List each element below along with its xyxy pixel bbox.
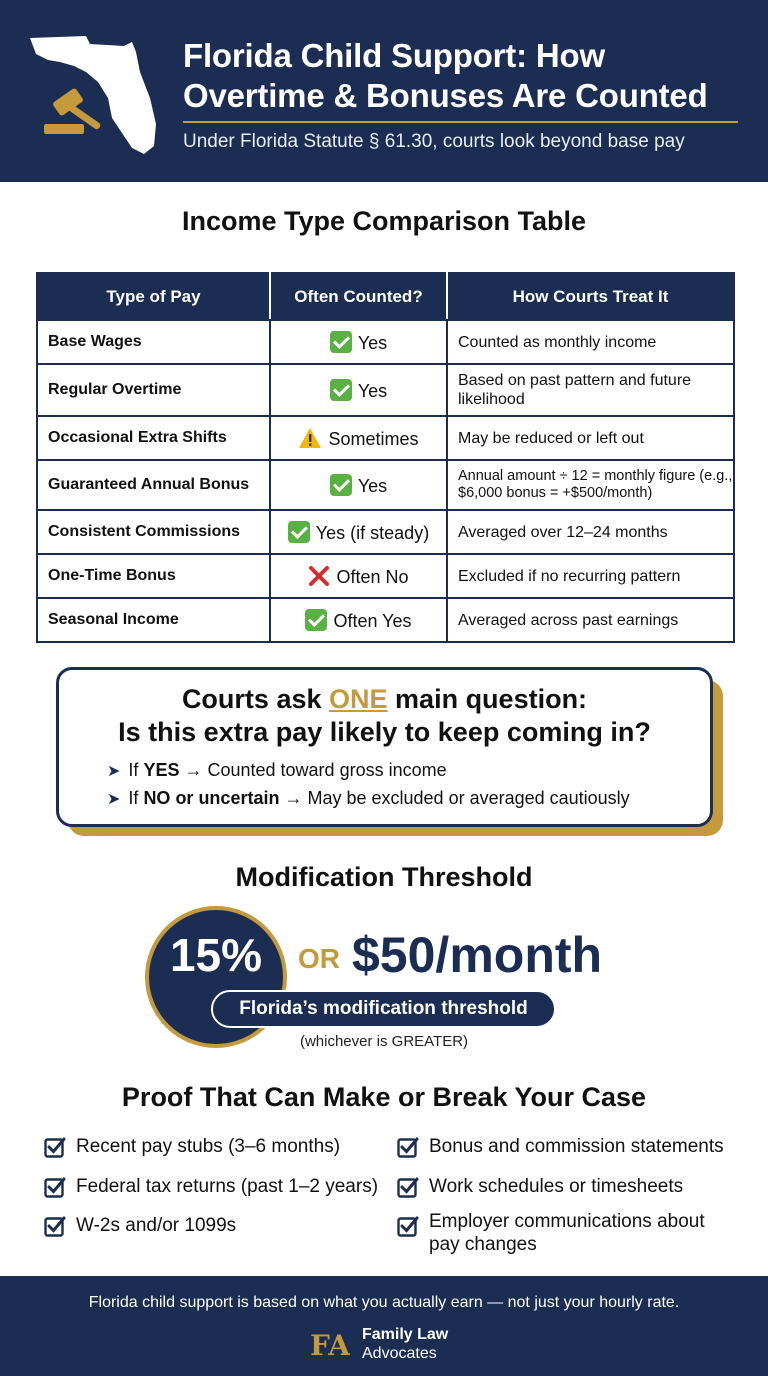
treatment-cell: Annual amount ÷ 12 = monthly figure (e.g., $6,000 bonus = +$500/month) (447, 460, 734, 510)
treatment-cell: May be reduced or left out (447, 416, 734, 460)
checklist-text: W-2s and/or 1099s (76, 1215, 237, 1236)
checkbox-icon (44, 1136, 66, 1158)
counted-label: Yes (if steady) (315, 522, 430, 543)
header-banner (0, 0, 768, 182)
if-yes-key: YES (143, 760, 180, 780)
pay-type-cell: Consistent Commissions (37, 510, 270, 554)
title-divider (183, 121, 738, 123)
table-header-row (37, 273, 734, 320)
logo-subname: Advocates (362, 1345, 437, 1362)
question-text-pre: Courts ask (181, 684, 322, 714)
checklist-text: Employer communications about pay changes (429, 1211, 705, 1255)
family-law-advocates-logo-icon (310, 1324, 350, 1364)
table-row (37, 416, 734, 460)
checkbox-icon (397, 1136, 419, 1158)
question-emphasis: ONE (329, 684, 388, 714)
checklist-text: Work schedules or timesheets (429, 1176, 684, 1197)
pay-type-cell: Seasonal Income (37, 598, 270, 642)
counted-cell (270, 460, 447, 510)
pay-type-cell: One-Time Bonus (37, 554, 270, 598)
check-icon (330, 474, 352, 496)
table-section-title: Income Type Comparison Table (181, 206, 587, 236)
if-yes-result: → Counted toward gross income (184, 760, 447, 780)
if-label: If (128, 788, 139, 808)
arrow-icon: ➤ (107, 791, 121, 808)
table-row (37, 364, 734, 416)
income-comparison-table (36, 272, 735, 643)
checkbox-icon (397, 1176, 419, 1198)
checklist-item (44, 1175, 378, 1198)
column-header-counted: Often Counted? (270, 273, 447, 320)
checkbox-icon (397, 1215, 419, 1237)
warning-icon (298, 427, 322, 449)
check-icon (330, 331, 352, 353)
if-no-line (107, 788, 630, 809)
checklist-item (397, 1175, 683, 1198)
checklist-item (397, 1135, 724, 1158)
column-header-treatment: How Courts Treat It (447, 273, 734, 320)
treatment-cell: Counted as monthly income (447, 320, 734, 364)
checklist-text: Recent pay stubs (3–6 months) (76, 1136, 341, 1157)
title-line-2: Overtime & Bonuses Are Counted (183, 77, 708, 114)
logo-name: Family Law (362, 1326, 449, 1343)
counted-label: Yes (357, 380, 388, 401)
cross-icon (308, 565, 330, 587)
counted-cell (270, 320, 447, 364)
treatment-cell: Based on past pattern and future likelihood (447, 364, 734, 416)
title-line-1: Florida Child Support: How (183, 37, 605, 74)
counted-cell (270, 416, 447, 460)
counted-cell (270, 554, 447, 598)
checklist-item (397, 1210, 737, 1256)
treatment-cell: Averaged across past earnings (447, 598, 734, 642)
threshold-title: Modification Threshold (235, 862, 533, 892)
treatment-cell: Excluded if no recurring pattern (447, 554, 734, 598)
if-label: If (128, 760, 139, 780)
counted-label: Yes (357, 475, 388, 496)
check-icon (330, 379, 352, 401)
arrow-icon: ➤ (107, 763, 121, 780)
counted-cell (270, 598, 447, 642)
proof-title: Proof That Can Make or Break Your Case (121, 1082, 647, 1112)
footer (0, 1276, 768, 1376)
table-row (37, 320, 734, 364)
table-row (37, 510, 734, 554)
question-text-post: main question: (395, 684, 588, 714)
if-no-result: → May be excluded or averaged cautiously (284, 788, 630, 808)
question-heading (59, 684, 710, 715)
gavel-icon (40, 80, 110, 138)
counted-cell (270, 364, 447, 416)
pay-type-cell: Occasional Extra Shifts (37, 416, 270, 460)
counted-label: Often Yes (333, 610, 412, 631)
counted-label: Yes (357, 332, 388, 353)
counted-label: Sometimes (328, 428, 419, 449)
table-row (37, 460, 734, 510)
treatment-cell: Averaged over 12–24 months (447, 510, 734, 554)
or-label: OR (298, 943, 340, 974)
check-icon (305, 609, 327, 631)
page-title (183, 36, 753, 116)
pay-type-cell: Regular Overtime (37, 364, 270, 416)
checkbox-icon (44, 1176, 66, 1198)
check-icon (288, 521, 310, 543)
threshold-note: (whichever is GREATER) (299, 1033, 469, 1050)
pay-type-cell: Guaranteed Annual Bonus (37, 460, 270, 510)
checklist-text: Bonus and commission statements (429, 1136, 724, 1157)
pay-type-cell: Base Wages (37, 320, 270, 364)
question-main: Is this extra pay likely to keep coming in? (118, 717, 651, 747)
checklist-item (44, 1214, 236, 1237)
amount-value: $50/month (352, 927, 603, 983)
if-yes-line (107, 760, 447, 781)
svg-text:FA: FA (310, 1329, 350, 1362)
question-box (56, 667, 713, 827)
threshold-label-pill: Florida’s modification threshold (211, 990, 556, 1028)
checkbox-icon (44, 1215, 66, 1237)
footer-text: Florida child support is based on what you actually earn — not just your hourly rate. (88, 1294, 680, 1311)
counted-cell (270, 510, 447, 554)
counted-label: Often No (336, 566, 409, 587)
table-row (37, 598, 734, 642)
checklist-item (44, 1135, 340, 1158)
checklist-text: Federal tax returns (past 1–2 years) (76, 1176, 379, 1197)
percent-value: 15% (169, 929, 263, 981)
page-subtitle: Under Florida Statute § 61.30, courts look beyond base pay (183, 131, 685, 152)
if-no-key: NO or uncertain (143, 788, 280, 808)
column-header-type: Type of Pay (37, 273, 270, 320)
table-row (37, 554, 734, 598)
